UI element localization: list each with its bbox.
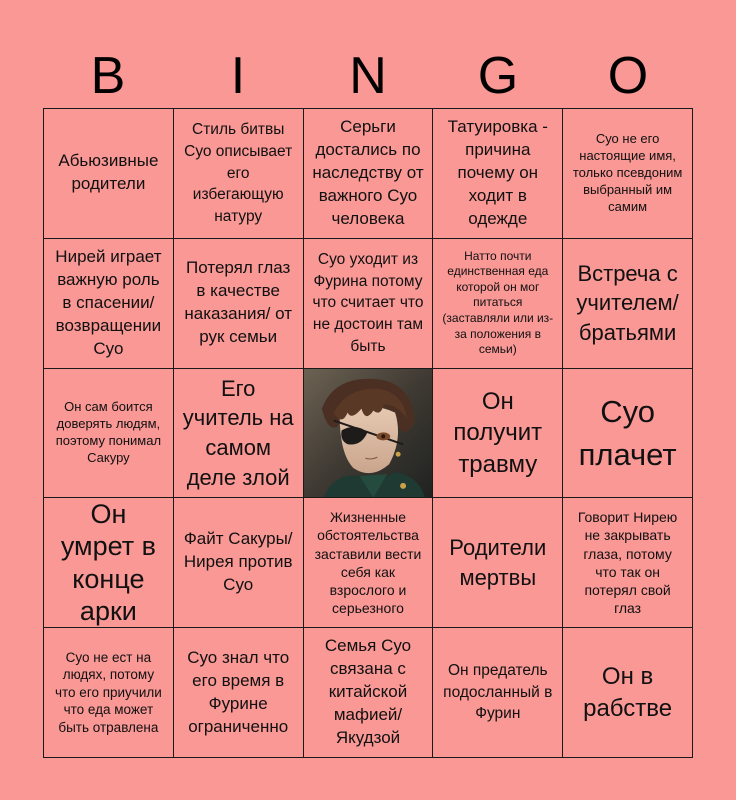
bingo-cell[interactable]: Потерял глаз в качестве наказания/ от рук семьи [174, 239, 304, 369]
free-space-image[interactable] [304, 369, 434, 499]
header-letter-i: I [230, 47, 246, 105]
bingo-cell[interactable]: Суо не его настоящие имя, только псевдоним выбранный им самим [563, 109, 693, 239]
bingo-cell[interactable]: Татуировка - причина почему он ходит в одежде [433, 109, 563, 239]
bingo-cell[interactable]: Он получит травму [433, 369, 563, 499]
bingo-cell[interactable]: Нирей играет важную роль в спасении/ возвращении Суо [44, 239, 174, 369]
bingo-cell[interactable]: Файт Сакуры/ Нирея против Суо [174, 498, 304, 628]
bingo-cell[interactable]: Семья Суо связана с китайской мафией/ Якудзой [304, 628, 434, 758]
character-portrait-image [304, 369, 433, 498]
header-letter-b: B [90, 47, 126, 105]
bingo-cell[interactable]: Стиль битвы Суо описывает его избегающую натуру [174, 109, 304, 239]
header-letter-g: G [477, 47, 519, 105]
bingo-cell[interactable]: Родители мертвы [433, 498, 563, 628]
header-letter-o: O [607, 47, 649, 105]
bingo-cell[interactable]: Жизненные обстоятельства заставили вести себя как взрослого и серьезного [304, 498, 434, 628]
bingo-cell[interactable]: Серьги достались по наследству от важного Суо человека [304, 109, 434, 239]
bingo-cell[interactable]: Он умрет в конце арки [44, 498, 174, 628]
bingo-card [43, 108, 693, 758]
bingo-cell[interactable]: Он в рабстве [563, 628, 693, 758]
bingo-cell[interactable]: Встреча с учителем/ братьями [563, 239, 693, 369]
bingo-cell[interactable]: Суо плачет [563, 369, 693, 499]
bingo-cell[interactable]: Говорит Нирею не закрывать глаза, потому что так он потерял свой глаз [563, 498, 693, 628]
bingo-cell[interactable]: Он предатель подосланный в Фурин [433, 628, 563, 758]
header-letter-n: N [349, 47, 387, 105]
bingo-cell[interactable]: Суо знал что его время в Фурине ограниченно [174, 628, 304, 758]
bingo-cell[interactable]: Его учитель на самом деле злой [174, 369, 304, 499]
bingo-header [43, 44, 693, 108]
bingo-cell[interactable]: Суо не ест на людях, потому что его приучили что еда может быть отравлена [44, 628, 174, 758]
bingo-cell[interactable]: Абьюзивные родители [44, 109, 174, 239]
bingo-cell[interactable]: Натто почти единственная еда которой он мог питаться (заставляли или из-за положения в семьи) [433, 239, 563, 369]
bingo-cell[interactable]: Он сам боится доверять людям, поэтому понимал Сакуру [44, 369, 174, 499]
bingo-cell[interactable]: Суо уходит из Фурина потому что считает что не достоин там быть [304, 239, 434, 369]
